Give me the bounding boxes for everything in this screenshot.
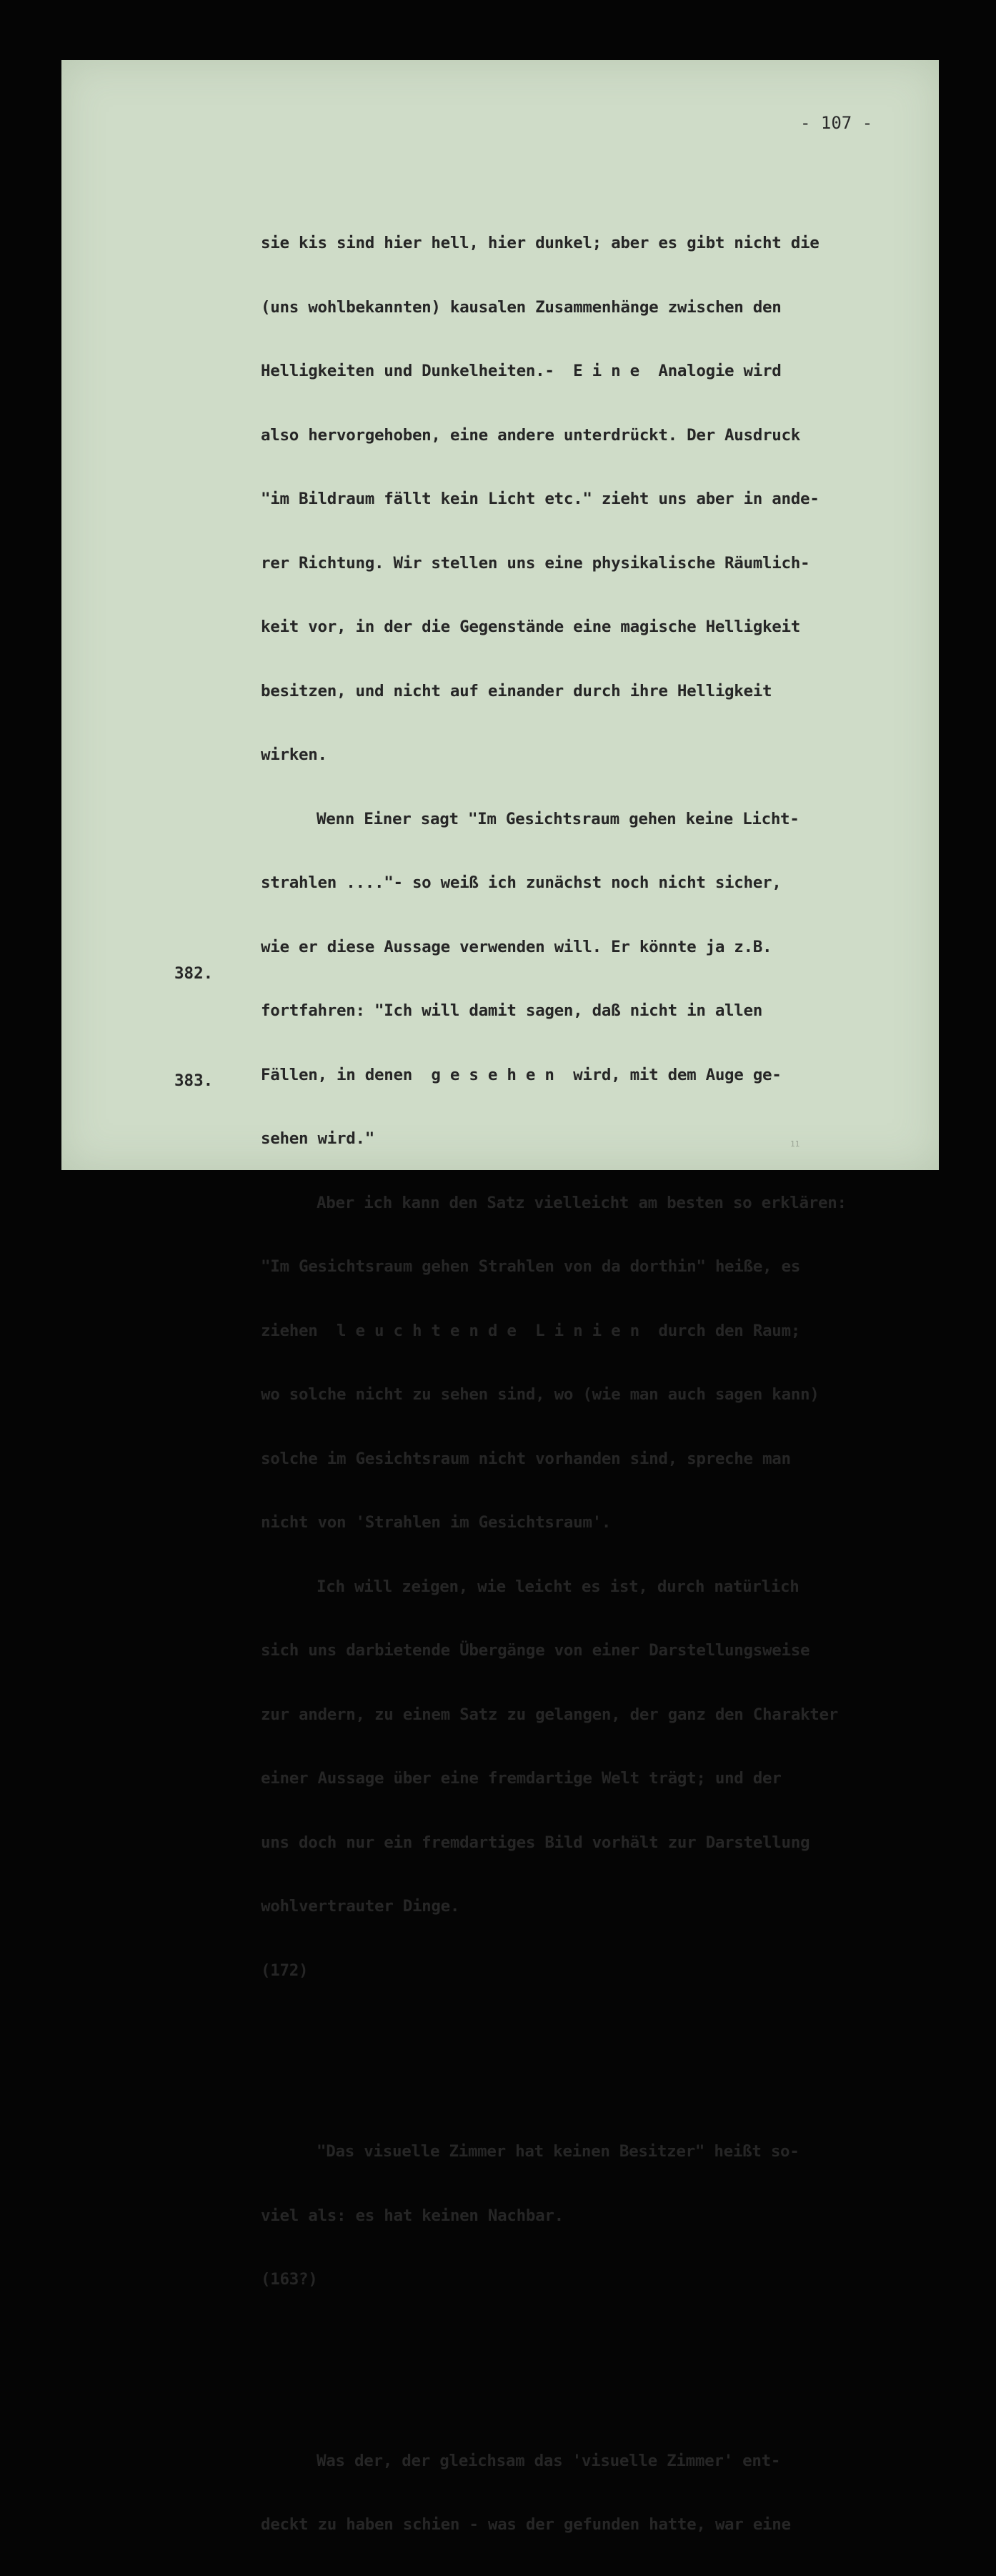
remark-383-line: Was der, der gleichsam das 'visuelle Zimmer' ent-	[317, 2451, 781, 2470]
text-line: keit vor, in der die Gegenstände eine magische Helligkeit	[261, 618, 801, 636]
spacer	[261, 2040, 847, 2083]
page-number: - 107 -	[800, 113, 873, 133]
text-line: wo solche nicht zu sehen sind, wo (wie man auch sagen kann)	[261, 1385, 820, 1404]
text-line: sehen wird."	[261, 1129, 374, 1148]
text-line: "im Bildraum fällt kein Licht etc." zieht uns aber in ande-	[261, 490, 820, 508]
text-line: nicht von 'Strahlen im Gesichtsraum'.	[261, 1513, 612, 1532]
text-line: Helligkeiten und Dunkelheiten.- E i n e Analogie wird	[261, 362, 782, 380]
text-line: wohlvertrauter Dinge.	[261, 1897, 460, 1916]
archive-mark: 11	[790, 1139, 800, 1149]
spacer	[261, 2349, 847, 2392]
text-line: besitzen, und nicht auf einander durch ihre Helligkeit	[261, 681, 772, 700]
text-line: Aber ich kann den Satz vielleicht am besten so erklären:	[317, 1193, 847, 1212]
text-line: "Im Gesichtsraum gehen Strahlen von da dorthin" heiße, es	[261, 1257, 801, 1276]
text-line: ziehen l e u c h t e n d e L i n i e n durch den Raum;	[261, 1321, 801, 1340]
remark-382-line: (163?)	[261, 2270, 318, 2289]
text-line: einer Aussage über eine fremdartige Welt trägt; und der	[261, 1769, 782, 1788]
remark-382-line: "Das visuelle Zimmer hat keinen Besitzer" heißt so-	[317, 2142, 800, 2161]
document-page	[61, 60, 939, 2534]
text-line: strahlen ...."- so weiß ich zunächst noch nicht sicher,	[261, 873, 782, 892]
text-line: sich uns darbietende Übergänge von einer Darstellungsweise	[261, 1641, 810, 1660]
text-line: fortfahren: "Ich will damit sagen, daß nicht in allen	[261, 1001, 763, 1020]
remark-382-line: viel als: es hat keinen Nachbar.	[261, 2206, 564, 2225]
text-line: uns doch nur ein fremdartiges Bild vorhält zur Darstellung	[261, 1833, 810, 1852]
text-line: (172)	[261, 1961, 309, 1980]
text-line: Ich will zeigen, wie leicht es ist, durch natürlich	[317, 1577, 800, 1596]
text-line: zur andern, zu einem Satz zu gelangen, der ganz den Charakter	[261, 1705, 839, 1724]
text-line: also hervorgehoben, eine andere unterdrückt. Der Ausdruck	[261, 425, 801, 445]
text-line: wie er diese Aussage verwenden will. Er könnte ja z.B.	[261, 937, 772, 956]
text-line: (uns wohlbekannten) kausalen Zusammenhänge zwischen den	[261, 297, 782, 317]
remark-number-383: 383.	[174, 1071, 214, 1090]
typescript-body	[261, 193, 847, 2576]
remark-number-382: 382.	[174, 964, 214, 983]
text-line: Fällen, in denen g e s e h e n wird, mit dem Auge ge-	[261, 1065, 782, 1084]
text-line: wirken.	[261, 745, 327, 764]
text-line: solche im Gesichtsraum nicht vorhanden sind, spreche man	[261, 1449, 791, 1468]
remark-383-line: deckt zu haben schien - was der gefunden hatte, war eine	[261, 2515, 791, 2534]
text-line: Wenn Einer sagt "Im Gesichtsraum gehen keine Licht-	[317, 809, 800, 828]
text-line: rer Richtung. Wir stellen uns eine physikalische Räumlich-	[261, 553, 810, 573]
text-line: sie kis sind hier hell, hier dunkel; aber es gibt nicht die	[261, 234, 820, 252]
